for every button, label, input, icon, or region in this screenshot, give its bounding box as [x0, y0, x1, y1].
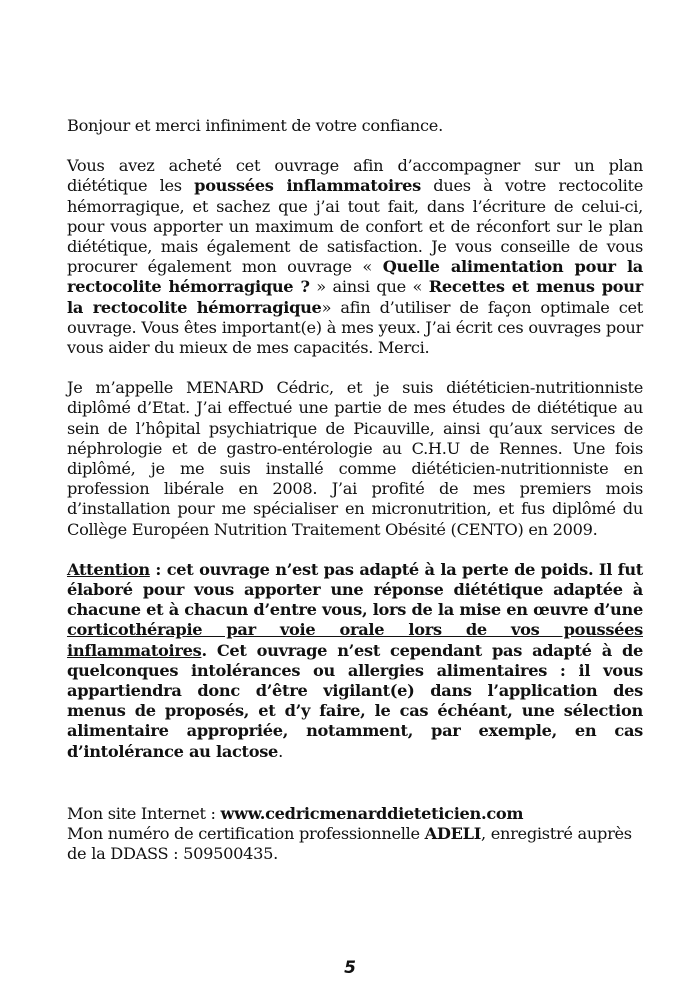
- author-paragraph: Je m’appelle MENARD Cédric, et je suis diététicien-nutritionniste diplômé d’Etat. J’ai effectué une partie de mes études de diététique au sein de l’hôpital psychiatrique de Picauville, ainsi qu’aux services de néphrologie et de gastro-entérologie au C.H.U de Rennes. Une fois diplômé, je me suis installé comme diététicien-nutritionniste en profession libérale en 2008. J’ai profité de mes premiers mois d’installation pour me spécialiser en micronutrition, et fus diplômé du Collège Européen Nutrition Traitement Obésité (CENTO) en 2009.: [67, 378, 643, 539]
- page-body: [67, 116, 643, 865]
- cert-text-1: Mon numéro de certification professionnelle: [67, 824, 425, 844]
- cert-text-2: , enregistré auprès de la DDASS : 509500435.: [67, 824, 632, 864]
- footer-info: [67, 804, 643, 865]
- warning-underlined: corticothérapie par voie orale lors de vos poussées inflammatoires: [67, 620, 643, 660]
- website-line: [67, 804, 643, 824]
- intro-text-3: » ainsi que «: [309, 277, 429, 297]
- intro-bold-3: Recettes et menus pour la rectocolite hémorragique: [67, 277, 644, 317]
- intro-text-4: » afin d’utiliser de façon optimale cet ouvrage. Vous êtes important(e) à mes yeux. J’ai écrit ces ouvrages pour vous aider du mieux de mes capacités. Merci.: [67, 297, 644, 358]
- warning-paragraph: [67, 560, 643, 762]
- intro-paragraph: [67, 156, 643, 358]
- website-label: Mon site Internet :: [67, 803, 221, 823]
- greeting: Bonjour et merci infiniment de votre confiance.: [67, 116, 443, 135]
- warning-text-1: : cet ouvrage n’est pas adapté à la perte de poids. Il fut élaboré pour vous apporter une réponse diététique adaptée à chacune et à chacun d’entre vous, lors de la mise en œuvre d’une: [67, 559, 643, 620]
- intro-bold-1: poussées inflammatoires: [194, 176, 421, 196]
- certification-line: [67, 824, 643, 864]
- page-number: 5: [344, 958, 356, 978]
- warning-period: .: [278, 741, 283, 761]
- cert-adeli: ADELI: [424, 824, 481, 844]
- intro-bold-2: Quelle alimentation pour la rectocolite hémorragique ?: [67, 257, 643, 297]
- intro-text-2: dues à votre rectocolite hémorragique, et sachez que j’ai tout fait, dans l’écriture de celui-ci, pour vous apporter un maximum de confort et de réconfort sur le plan diététique, mais également de satisfaction. Je vous conseille de vous procurer également mon ouvrage «: [67, 176, 643, 277]
- website-link[interactable]: www.cedricmenarddieteticien.com: [220, 803, 524, 823]
- warning-text-2: . Cet ouvrage n’est cependant pas adapté à de quelconques intolérances ou allergies alimentaires : il vous appartiendra donc d’être vigilant(e) dans l’application des menus de proposés, et d’y faire, le cas échéant, une sélection alimentaire appropriée, notamment, par exemple, en cas d’intolérance au lactose: [67, 640, 643, 761]
- warning-label: Attention: [67, 559, 150, 579]
- intro-text-1: Vous avez acheté cet ouvrage afin d’accompagner sur un plan diététique les: [67, 156, 643, 196]
